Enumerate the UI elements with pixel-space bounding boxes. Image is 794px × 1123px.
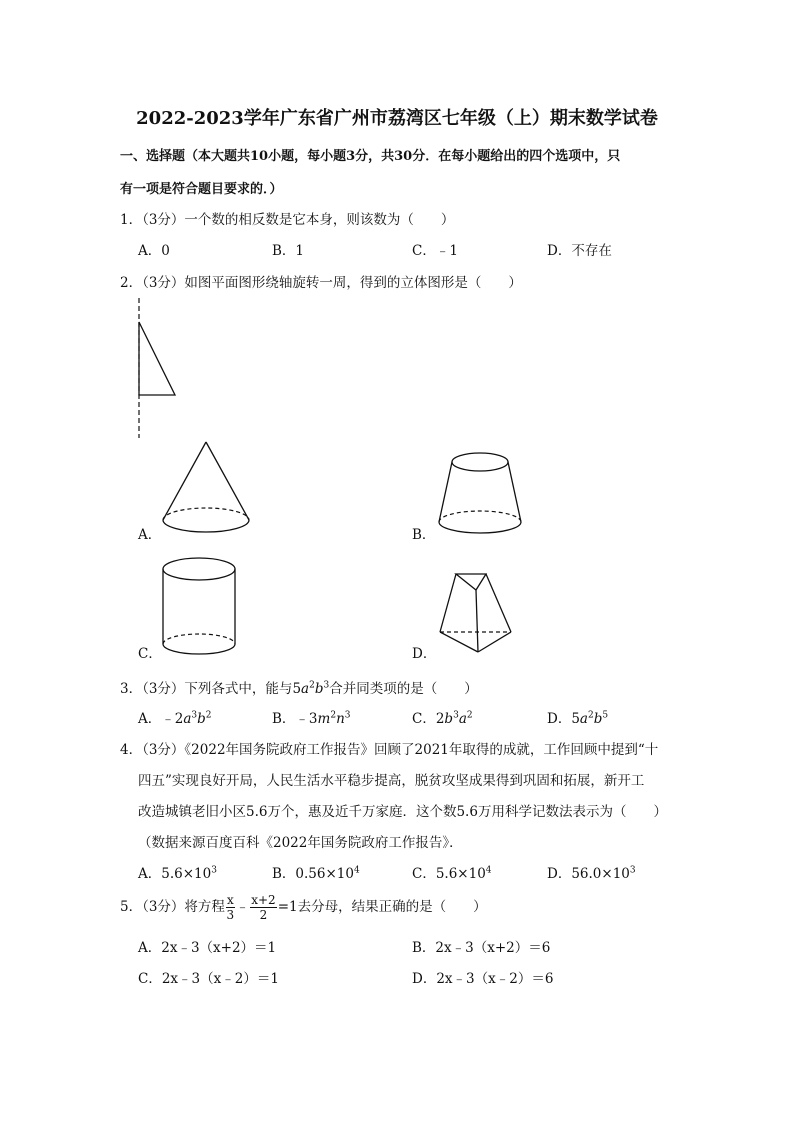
section-heading-line1: 一、选择题（本大题共10小题，每小题3分，共30分．在每小题给出的四个选项中，只 bbox=[120, 149, 621, 164]
question-3-stem: 3．（3分）下列各式中，能与$5a^2b^3$合并同类项的是（ ） bbox=[120, 680, 478, 697]
q2-label-a: A． bbox=[138, 527, 162, 543]
q5-option-b: B．2x﹣3（x+2）＝6 bbox=[412, 940, 551, 956]
q5-option-a: A．2x﹣3（x+2）＝1 bbox=[138, 940, 277, 956]
question-1-stem: 1．（3分）一个数的相反数是它本身，则该数为（ ） bbox=[120, 212, 455, 228]
q1-option-b: B．1 bbox=[272, 243, 305, 259]
cylinder-icon bbox=[160, 556, 240, 660]
q3-option-a: A．$﹣2a^3b^2$ bbox=[138, 710, 212, 727]
question-4-line2: 四五”实现良好开局，人民生活水平稳步提高，脱贫攻坚成果得到巩固和拓展，新开工 bbox=[138, 773, 645, 789]
question-2-stem: 2．（3分）如图平面图形绕轴旋转一周，得到的立体图形是（ ） bbox=[120, 275, 522, 291]
question-4-line1: 4．（3分）《2022年国务院政府工作报告》回顾了2021年取得的成就，工作回顾中提到“十 bbox=[120, 742, 659, 758]
page-title: 2022-2023学年广东省广州市荔湾区七年级（上）期末数学试卷 bbox=[136, 108, 658, 129]
q2-label-b: B． bbox=[412, 527, 436, 543]
frustum-icon bbox=[436, 450, 526, 540]
q2-label-d: D． bbox=[412, 646, 437, 662]
fraction-x-plus-2-over-2: $\frac{x+2}{2}$ bbox=[251, 893, 276, 922]
q4-option-d: D．$56.0\times 10^3$ bbox=[547, 865, 636, 882]
question-5-stem: 5．（3分）将方程 $\frac{x}{3}$ ﹣ $\frac{x+2}{2}$ =1去分母，结果正确的是（ ） bbox=[120, 893, 487, 922]
q1-option-c: C．﹣1 bbox=[412, 243, 458, 259]
q1-option-a: A．0 bbox=[138, 243, 170, 259]
q3-option-c: C．$2b^3a^2$ bbox=[412, 710, 473, 727]
cone-icon bbox=[160, 440, 254, 536]
section-heading-line2: 有一项是符合题目要求的．） bbox=[120, 182, 283, 197]
fraction-x-over-3: $\frac{x}{3}$ bbox=[226, 893, 235, 922]
prism-icon bbox=[436, 570, 516, 656]
q3-option-d: D．$5a^2b^5$ bbox=[547, 710, 609, 727]
q4-option-a: A．$5.6\times 10^3$ bbox=[138, 865, 217, 882]
q5-option-c: C．2x﹣3（x﹣2）＝1 bbox=[138, 971, 279, 987]
q4-option-b: B．$0.56\times 10^4$ bbox=[272, 865, 360, 882]
q2-label-c: C． bbox=[138, 646, 162, 662]
q4-option-c: C．$5.6\times 10^4$ bbox=[412, 865, 492, 882]
q5-option-d: D．2x﹣3（x﹣2）＝6 bbox=[412, 971, 554, 987]
question-4-line4: （数据来源百度百科《2022年国务院政府工作报告》． bbox=[138, 835, 463, 851]
q1-option-d: D．不存在 bbox=[547, 243, 612, 259]
right-triangle-icon bbox=[130, 298, 190, 440]
question-4-line3: 改造城镇老旧小区5.6万个，惠及近千万家庭．这个数5.6万用科学记数法表示为（ ） bbox=[138, 804, 667, 820]
q3-option-b: B．$﹣3m^2n^3$ bbox=[272, 710, 351, 727]
